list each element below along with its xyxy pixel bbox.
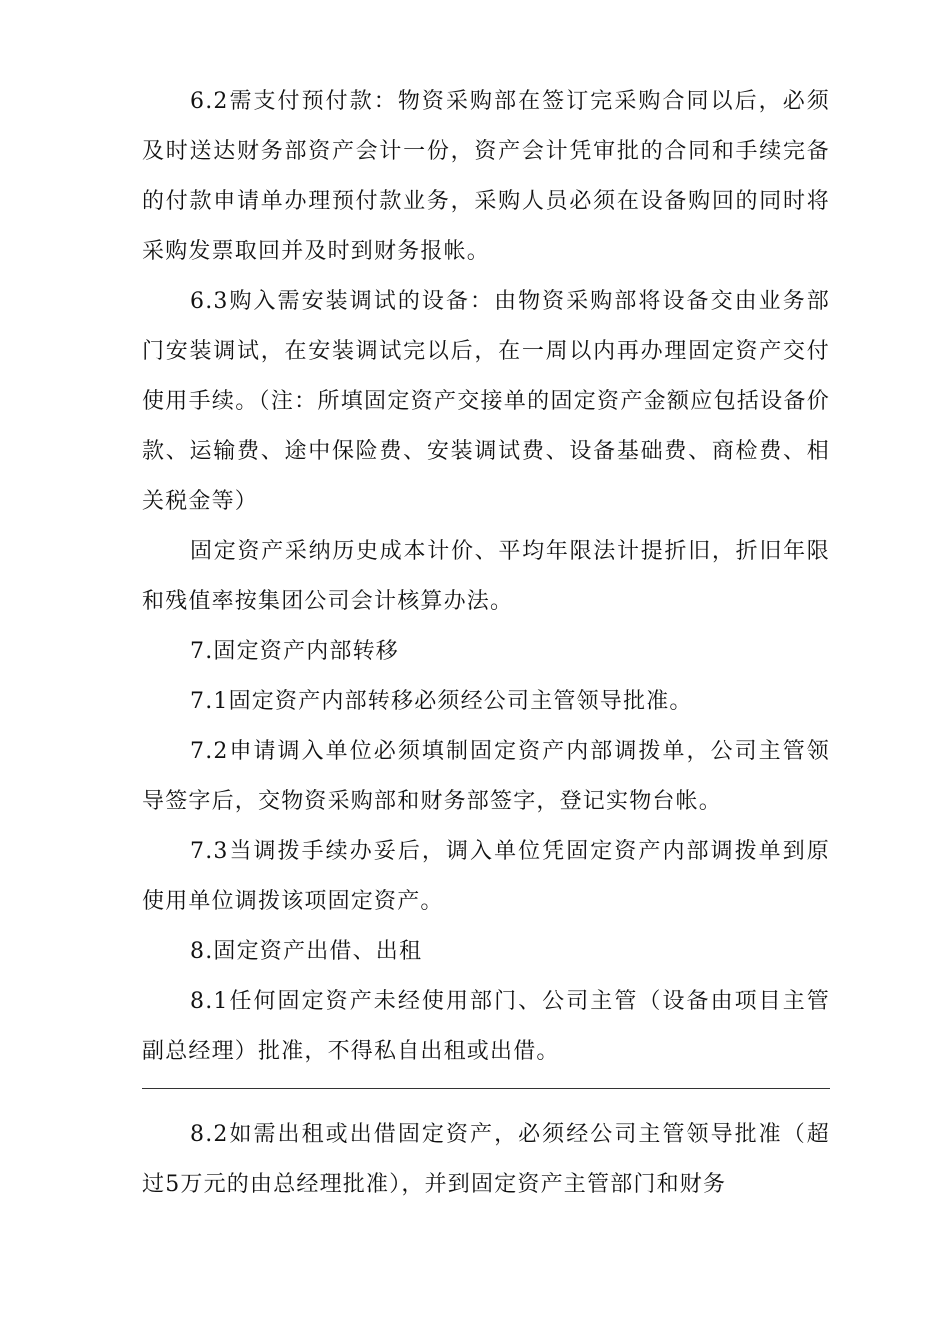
paragraph-6-3: 6.3购入需安装调试的设备：由物资采购部将设备交由业务部门安装调试，在安装调试完以后，在一周以内再办理固定资产交付使用手续。（注：所填固定资产交接单的固定资产金额应包括设备价款、运输费、途中保险费、安装调试费、设备基础费、商检费、相关税金等） <box>142 289 830 514</box>
page-break-rule <box>142 1088 830 1089</box>
paragraph-8-2: 8.2如需出租或出借固定资产，必须经公司主管领导批准（超过5万元的由总经理批准），并到固定资产主管部门和财务 <box>142 1122 830 1197</box>
upper-text-block <box>142 77 830 1077</box>
paragraph-depreciation: 固定资产采纳历史成本计价、平均年限法计提折旧，折旧年限和残值率按集团公司会计核算办法。 <box>142 539 830 614</box>
heading-8: 8.固定资产出借、出租 <box>190 939 423 964</box>
paragraph-8-1: 8.1任何固定资产未经使用部门、公司主管（设备由项目主管副总经理）批准，不得私自出租或出借。 <box>142 989 830 1064</box>
paragraph-7-1: 7.1固定资产内部转移必须经公司主管领导批准。 <box>190 689 693 714</box>
lower-text-block <box>142 1110 830 1210</box>
paragraph-7-2: 7.2申请调入单位必须填制固定资产内部调拨单，公司主管领导签字后，交物资采购部和财务部签字，登记实物台帐。 <box>142 739 830 814</box>
paragraph-7-3: 7.3当调拨手续办妥后，调入单位凭固定资产内部调拨单到原使用单位调拨该项固定资产。 <box>142 839 830 914</box>
heading-7: 7.固定资产内部转移 <box>190 639 399 664</box>
paragraph-6-2: 6.2需支付预付款：物资采购部在签订完采购合同以后，必须及时送达财务部资产会计一份，资产会计凭审批的合同和手续完备的付款申请单办理预付款业务，采购人员必须在设备购回的同时将采购发票取回并及时到财务报帐。 <box>142 89 830 264</box>
